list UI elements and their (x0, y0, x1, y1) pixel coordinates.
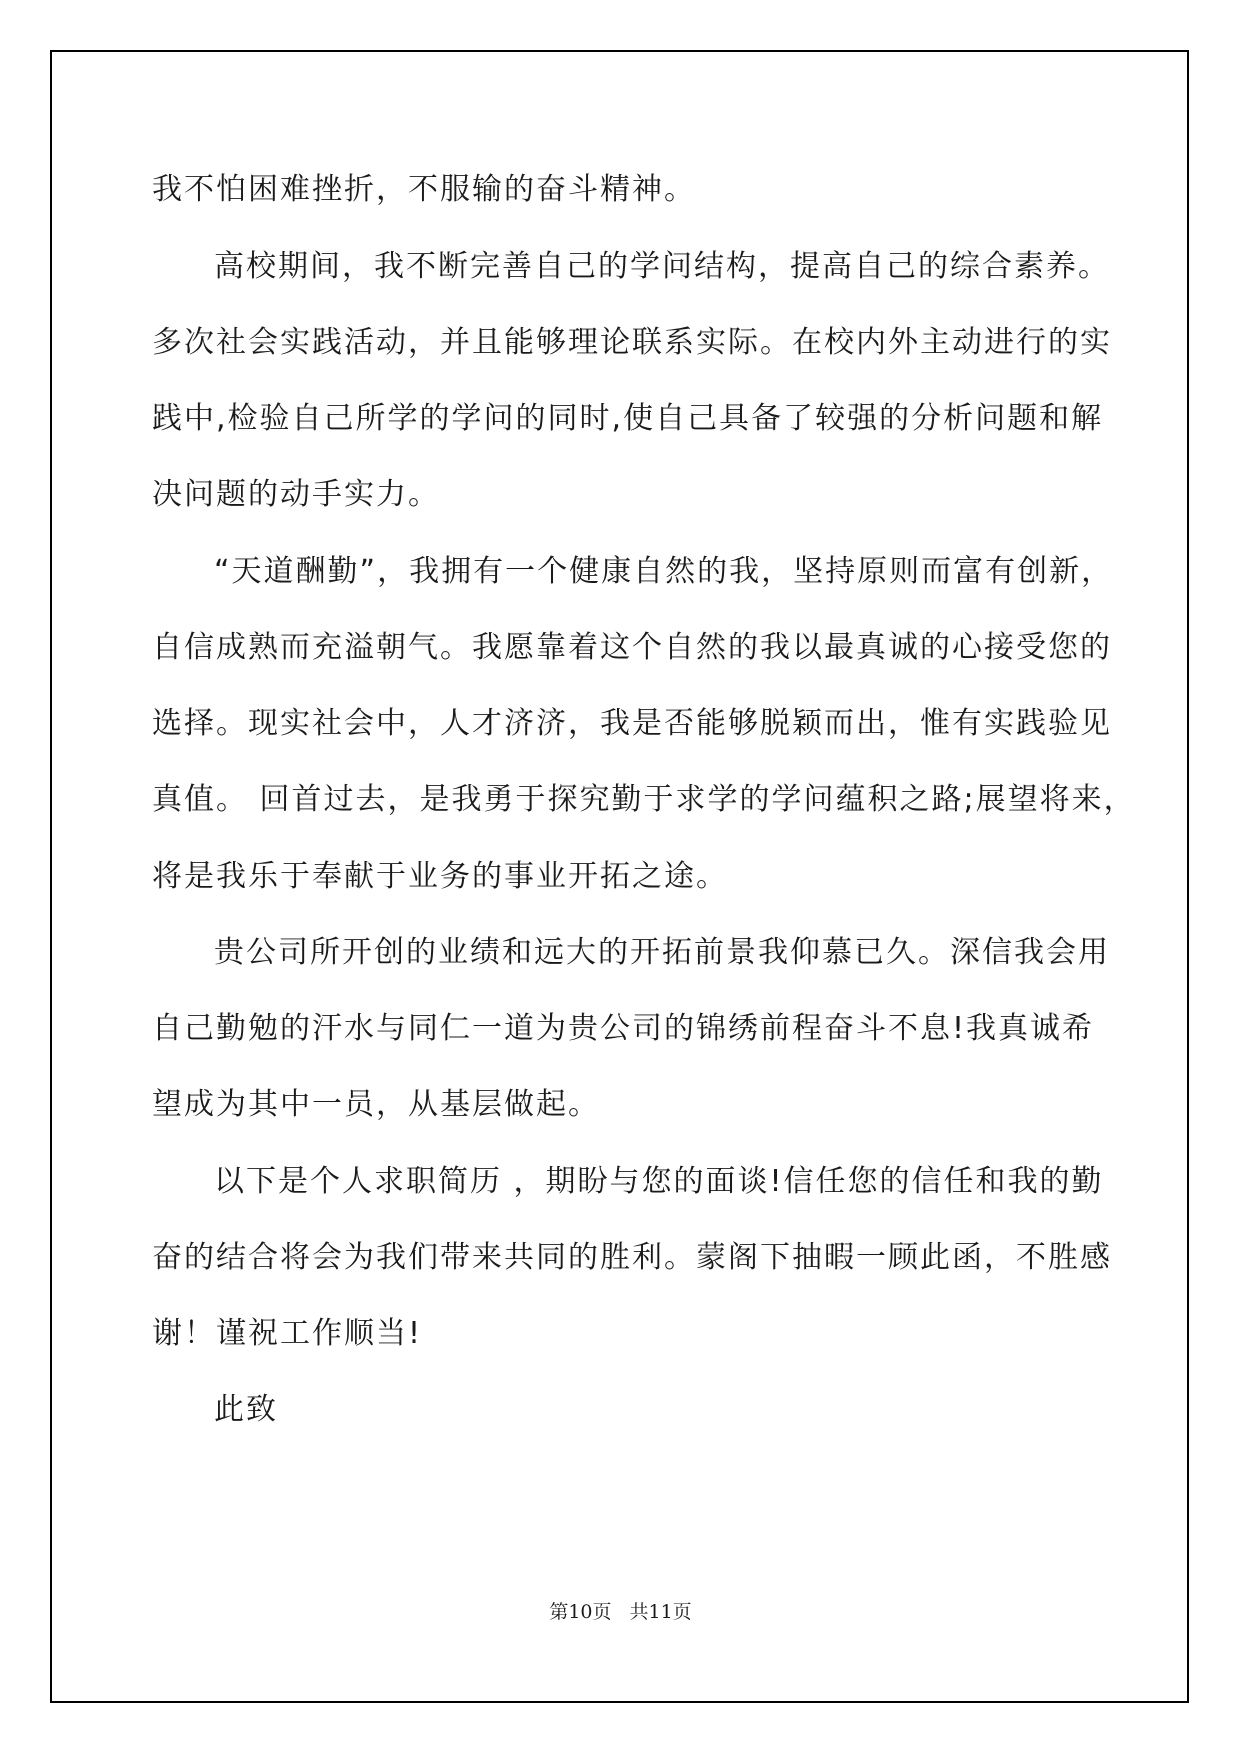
text-line: 自信成熟而充溢朝气。我愿靠着这个自然的我以最真诚的心接受您的 (152, 630, 1112, 665)
text-line: 贵公司所开创的业绩和远大的开拓前景我仰慕已久。深信我会用 (214, 935, 1110, 970)
page-number: 第10页 (549, 1601, 612, 1623)
text-line: 此致 (214, 1392, 278, 1427)
text-line: 望成为其中一员，从基层做起。 (152, 1087, 600, 1122)
text-line: 我不怕困难挫折，不服输的奋斗精神。 (152, 172, 696, 207)
text-line: “天道酬勤”，我拥有一个健康自然的我，坚持原则而富有创新， (214, 554, 1114, 589)
text-line: 以下是个人求职简历 ，期盼与您的面谈!信任您的信任和我的勤 (214, 1164, 1104, 1199)
page-total: 共11页 (629, 1601, 692, 1623)
text-line: 谢！谨祝工作顺当! (152, 1316, 423, 1351)
text-line: 决问题的动手实力。 (152, 477, 440, 512)
text-line: 多次社会实践活动，并且能够理论联系实际。在校内外主动进行的实 (152, 325, 1112, 360)
text-line: 践中,检验自己所学的学问的同时,使自己具备了较强的分析问题和解 (152, 401, 1104, 436)
text-line: 自己勤勉的汗水与同仁一道为贵公司的锦绣前程奋斗不息!我真诚希 (152, 1011, 1095, 1046)
text-line: 高校期间，我不断完善自己的学问结构，提高自己的综合素养。 (214, 249, 1110, 284)
page-footer (0, 1597, 1241, 1624)
text-line: 真值。 回首过去，是我勇于探究勤于求学的学问蕴积之路;展望将来， (152, 782, 1136, 817)
text-line: 选择。现实社会中，人才济济，我是否能够脱颖而出，惟有实践验见 (152, 706, 1112, 741)
text-line: 将是我乐于奉献于业务的事业开拓之途。 (152, 859, 728, 894)
text-line: 奋的结合将会为我们带来共同的胜利。蒙阁下抽暇一顾此函，不胜感 (152, 1240, 1112, 1275)
